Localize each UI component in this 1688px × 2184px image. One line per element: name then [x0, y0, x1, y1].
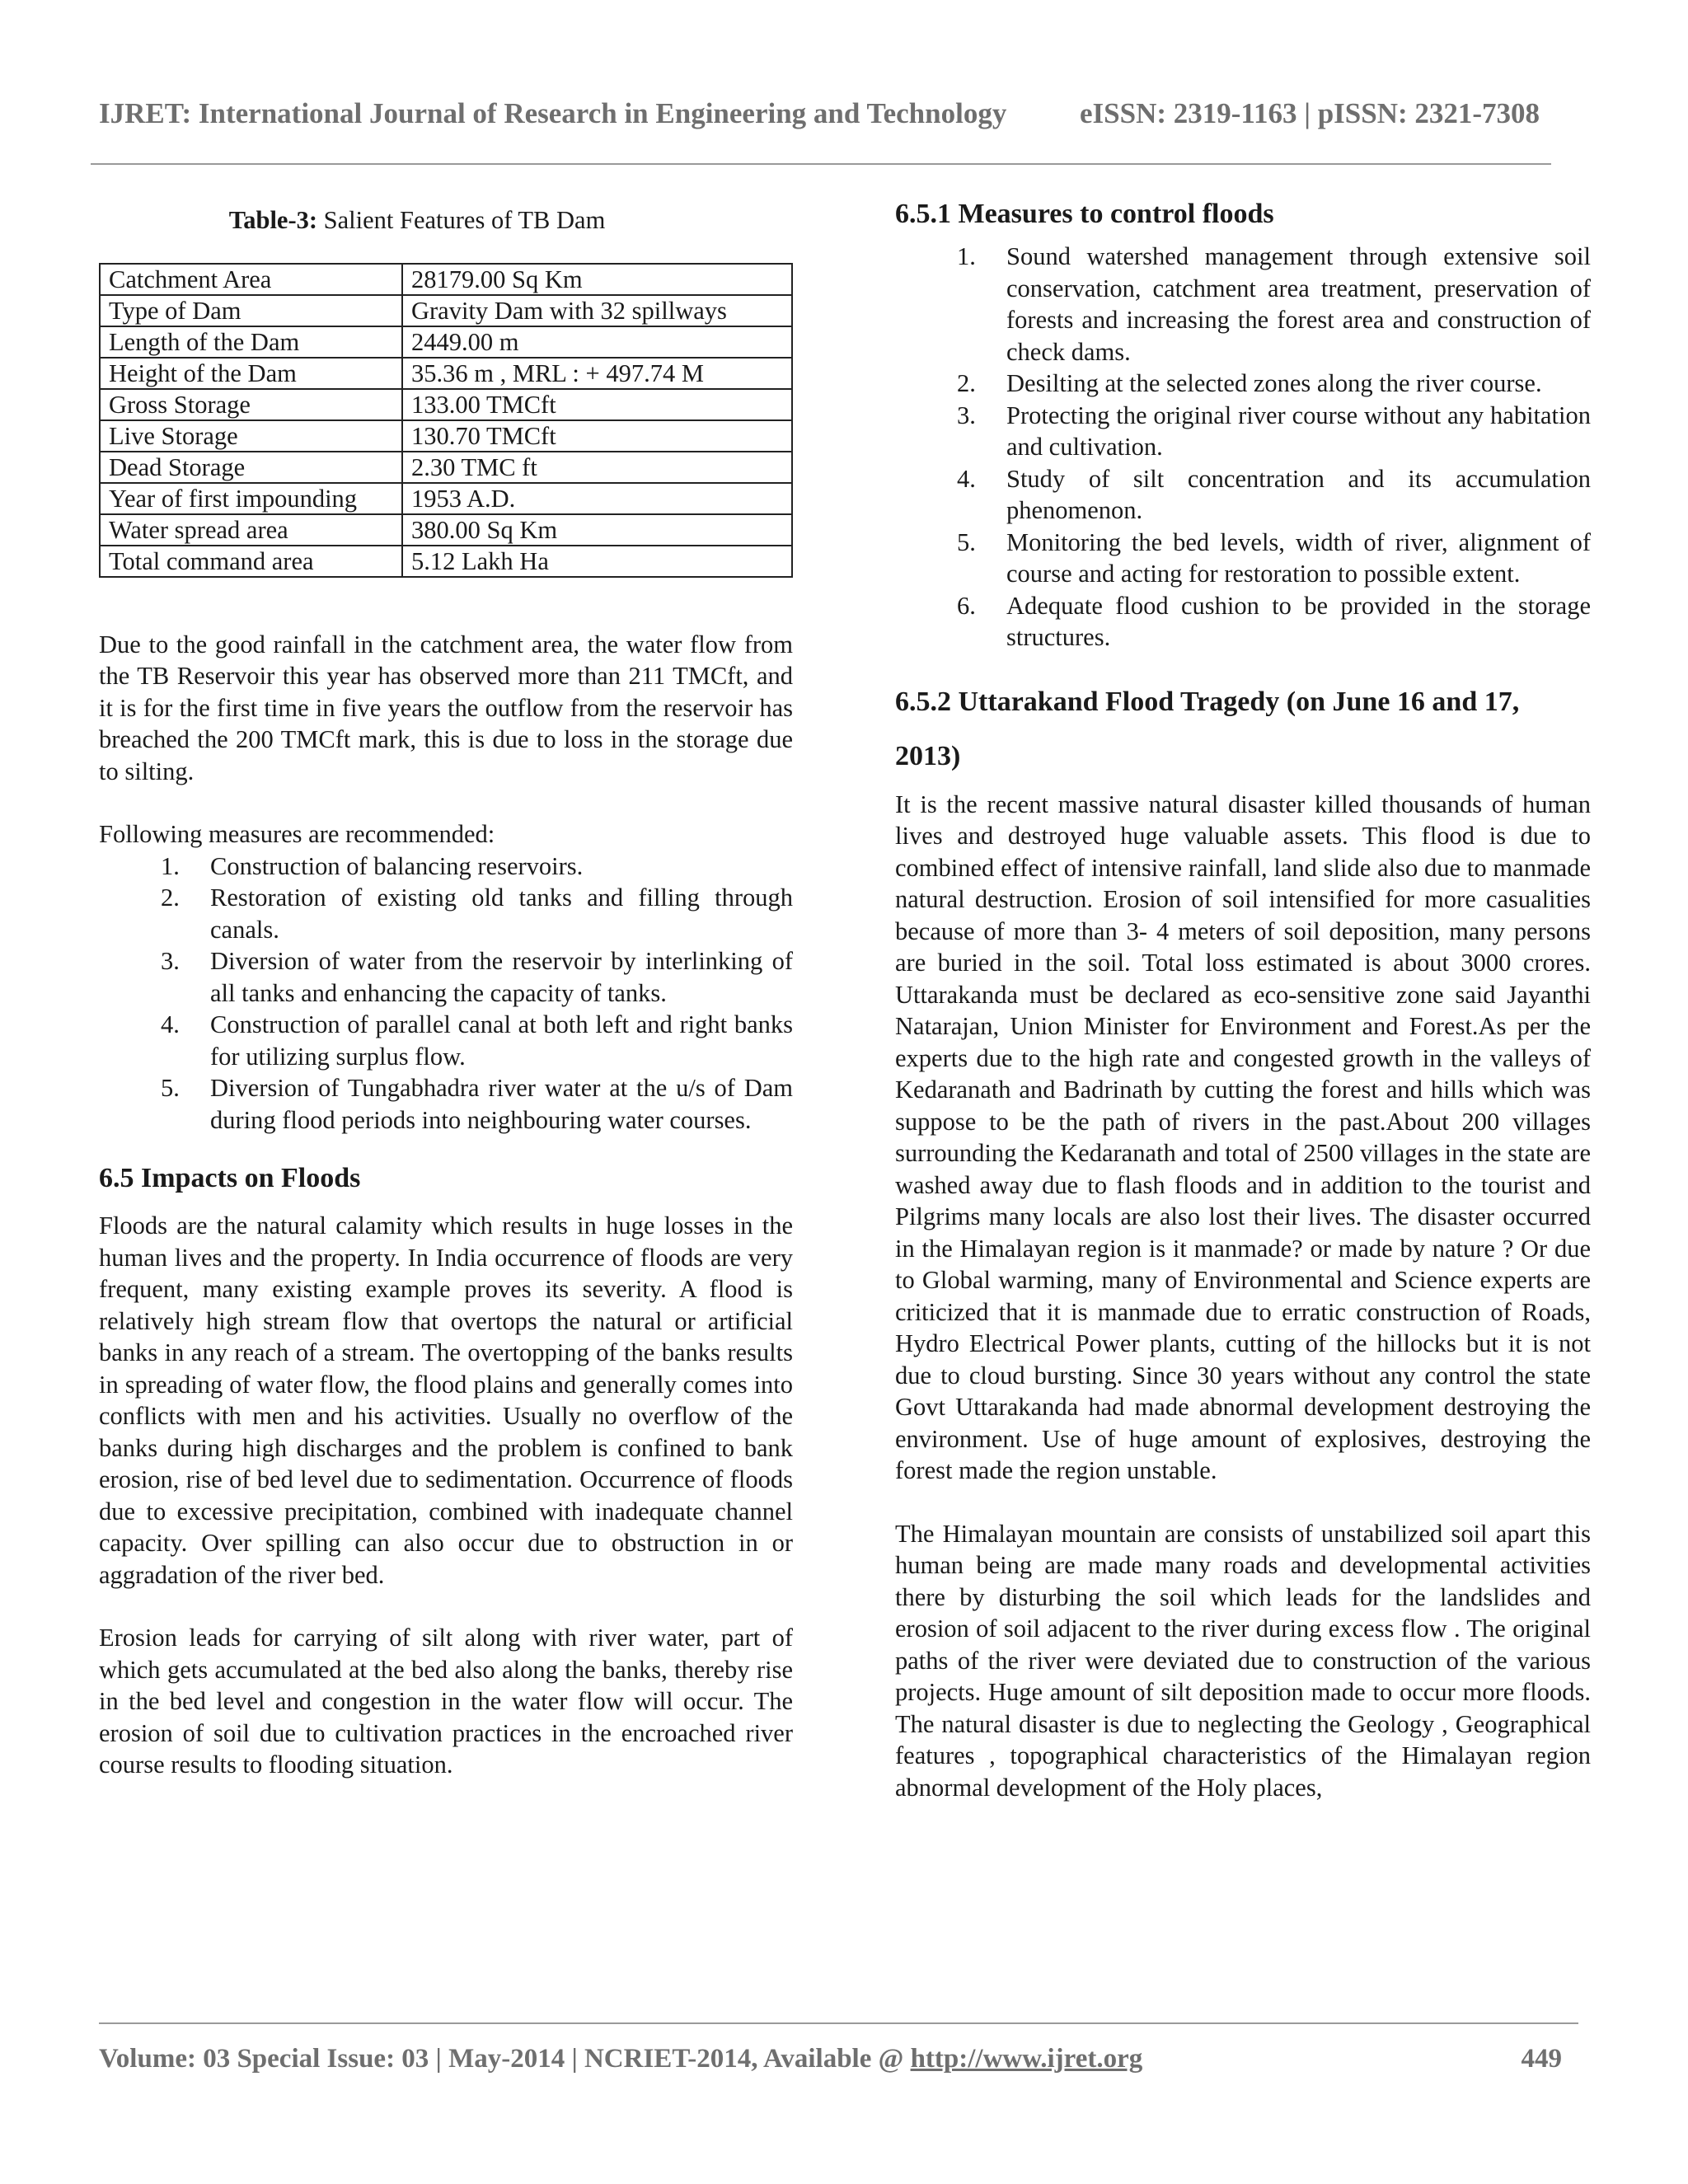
table-cell-value: 2.30 TMC ft [402, 452, 792, 483]
list-text: Desilting at the selected zones along the river course. [1006, 369, 1542, 397]
list-item [99, 1009, 793, 1072]
table-cell-value: 380.00 Sq Km [402, 514, 792, 546]
list-text: Monitoring the bed levels, width of river, alignment of course and acting for restoration to possible extent. [1006, 527, 1591, 588]
table-row [100, 514, 792, 546]
list-text: Study of silt concentration and its accumulation phenomenon. [1006, 464, 1591, 524]
journal-title: IJRET: International Journal of Research in Engineering and Technology [99, 97, 1007, 129]
table-row [100, 358, 792, 389]
table-row [100, 452, 792, 483]
table-cell-label: Type of Dam [100, 295, 402, 326]
table-row [100, 295, 792, 326]
salient-features-table [99, 263, 793, 578]
table-cell-value: Gravity Dam with 32 spillways [402, 295, 792, 326]
journal-website-link[interactable]: http://www.ijret.org [910, 2044, 1143, 2074]
footer-rule [99, 2022, 1578, 2024]
table-cell-value: 28179.00 Sq Km [402, 264, 792, 295]
table-row [100, 389, 792, 420]
list-text: Sound watershed management through extensive soil conservation, catchment area treatment, preservation of forests and increasing the forest area and construction of check dams. [1006, 242, 1591, 366]
table-cell-label: Catchment Area [100, 264, 402, 295]
table-cell-label: Year of first impounding [100, 483, 402, 514]
list-text: Protecting the original river course without any habitation and cultivation. [1006, 401, 1591, 461]
table-cell-label: Length of the Dam [100, 326, 402, 358]
header-rule [91, 163, 1551, 165]
page-footer [99, 2044, 1578, 2074]
list-item [99, 882, 793, 945]
right-column [895, 198, 1591, 1803]
table-cell-value: 1953 A.D. [402, 483, 792, 514]
issn-info: eISSN: 2319-1163 | pISSN: 2321-7308 [1080, 97, 1540, 129]
list-number: 6. [957, 591, 976, 620]
list-item [895, 590, 1591, 654]
list-item [895, 527, 1591, 590]
section-heading-uttarakand: 6.5.2 Uttarakand Flood Tragedy (on June 16 and 17, 2013) [895, 686, 1520, 771]
table-cell-label: Total command area [100, 546, 402, 577]
list-item [99, 945, 793, 1009]
paragraph-erosion: Erosion leads for carrying of silt along with river water, part of which gets accumulated at the bed also along the banks, thereby rise in the bed level and congestion in the water flow will occur. The erosion of soil due to cultivation practices in the encroached river course results to flooding situation. [99, 1624, 793, 1779]
table-row [100, 483, 792, 514]
table-caption-text: Salient Features of TB Dam [323, 206, 606, 234]
list-text: Construction of parallel canal at both left and right banks for utilizing surplus flow. [210, 1010, 793, 1071]
measures-intro: Following measures are recommended: [99, 820, 495, 848]
table-cell-label: Gross Storage [100, 389, 402, 420]
table-row [100, 326, 792, 358]
list-text: Construction of balancing reservoirs. [210, 851, 584, 880]
footer-citation: Volume: 03 Special Issue: 03 | May-2014 | NCRIET-2014, Available @ [99, 2044, 911, 2074]
list-number: 2. [957, 369, 976, 397]
table-cell-label: Height of the Dam [100, 358, 402, 389]
list-number: 1. [161, 851, 180, 880]
list-item [895, 400, 1591, 463]
table-row [100, 546, 792, 577]
list-item [895, 241, 1591, 368]
table-cell-value: 133.00 TMCft [402, 389, 792, 420]
table-cell-value: 5.12 Lakh Ha [402, 546, 792, 577]
page-number: 449 [1521, 2044, 1562, 2074]
list-number: 1. [957, 242, 976, 270]
paragraph-impacts: Floods are the natural calamity which results in huge losses in the human lives and the property. In India occurrence of floods are very frequent, many existing example proves its severity. A flood is relatively high stream flow that overtops the natural or artificial banks in any reach of a stream. The overtopping of the banks results in spreading of water flow, the flood plains and generally comes into conflicts with men and his activities. Usually no overflow of the banks during high discharges and the problem is confined to bank erosion, rise of bed level due to sedimentation. Occurrence of floods due to excessive precipitation, combined with inadequate channel capacity. Over spilling can also occur due to obstruction in or aggradation of the river bed. [99, 1212, 793, 1589]
table-row [100, 264, 792, 295]
section-heading-measures: 6.5.1 Measures to control floods [895, 199, 1274, 229]
list-number: 3. [161, 947, 180, 975]
table-cell-label: Live Storage [100, 420, 402, 452]
flood-control-measures-list [895, 241, 1591, 654]
list-number: 5. [957, 527, 976, 556]
list-item [895, 368, 1591, 400]
table-cell-label: Dead Storage [100, 452, 402, 483]
table-cell-value: 35.36 m , MRL : + 497.74 M [402, 358, 792, 389]
list-item [895, 463, 1591, 527]
table-caption [99, 204, 793, 237]
table-caption-label: Table-3: [228, 206, 318, 234]
section-heading-impacts: 6.5 Impacts on Floods [99, 1163, 361, 1193]
list-item [99, 851, 793, 883]
list-text: Adequate flood cushion to be provided in the storage structures. [1006, 591, 1591, 651]
table-row [100, 420, 792, 452]
list-number: 5. [161, 1074, 180, 1102]
paragraph-rainfall: Due to the good rainfall in the catchment area, the water flow from the TB Reservoir this year has observed more than 211 TMCft, and it is for the first time in five years the outflow from the reservoir has breached the 200 TMCft mark, this is due to loss in the storage due to silting. [99, 630, 793, 785]
list-text: Diversion of Tungabhadra river water at the u/s of Dam during flood periods into neighbouring water courses. [210, 1074, 793, 1134]
list-item [99, 1072, 793, 1136]
list-number: 4. [161, 1010, 180, 1038]
table-cell-label: Water spread area [100, 514, 402, 546]
list-number: 2. [161, 883, 180, 912]
list-number: 4. [957, 464, 976, 493]
paragraph-himalayan: The Himalayan mountain are consists of unstabilized soil apart this human being are made many roads and developmental activities there by disturbing the soil which leads for the landslides and erosion of soil adjacent to the river during excess flow . The original paths of the river were deviated due to construction of the various projects. Huge amount of silt deposition made to occur more floods. The natural disaster is due to neglecting the Geology , Geographical features , topographical characteristics of the Himalayan region abnormal development of the Holy places, [895, 1519, 1591, 1802]
left-column [99, 198, 793, 1781]
paragraph-uttarakand: It is the recent massive natural disaster killed thousands of human lives and destroyed huge valuable assets. This flood is due to combined effect of intensive rainfall, land slide also due to manmade natural destruction. Erosion of soil intensified for more casualities because of more than 3- 4 meters of soil deposition, many persons are buried in the soil. Total loss estimated is about 3000 crores. Uttarakanda must be declared as eco-sensitive zone said Jayanthi Natarajan, Union Minister for Environment and Forest.As per the experts due to the high rate and congested growth in the valleys of Kedaranath and Badrinath by cutting the forest and hills which was suppose to be the path of rivers in the past.About 200 villages surrounding the Kedaranath and total of 2500 villages in the state are washed away due to flash floods and in addition to the tourist and Pilgrims many locals are also lost their lives. The disaster occurred in the Himalayan region is it manmade? or made by nature ? Or due to Global warming, many of Environmental and Science experts are criticized that it is manmade due to erratic construction of Roads, Hydro Electrical Power plants, cutting of the hillocks but it is not due to cloud bursting. Since 30 years without any control the state Govt Uttarakanda had made abnormal development destroying the environment. Use of huge amount of explosives, destroying the forest made the region unstable. [895, 790, 1591, 1484]
table-cell-value: 2449.00 m [402, 326, 792, 358]
list-text: Diversion of water from the reservoir by interlinking of all tanks and enhancing the capacity of tanks. [210, 947, 793, 1007]
recommended-measures-list [99, 851, 793, 1137]
table-cell-value: 130.70 TMCft [402, 420, 792, 452]
list-text: Restoration of existing old tanks and filling through canals. [210, 883, 793, 944]
list-number: 3. [957, 401, 976, 429]
